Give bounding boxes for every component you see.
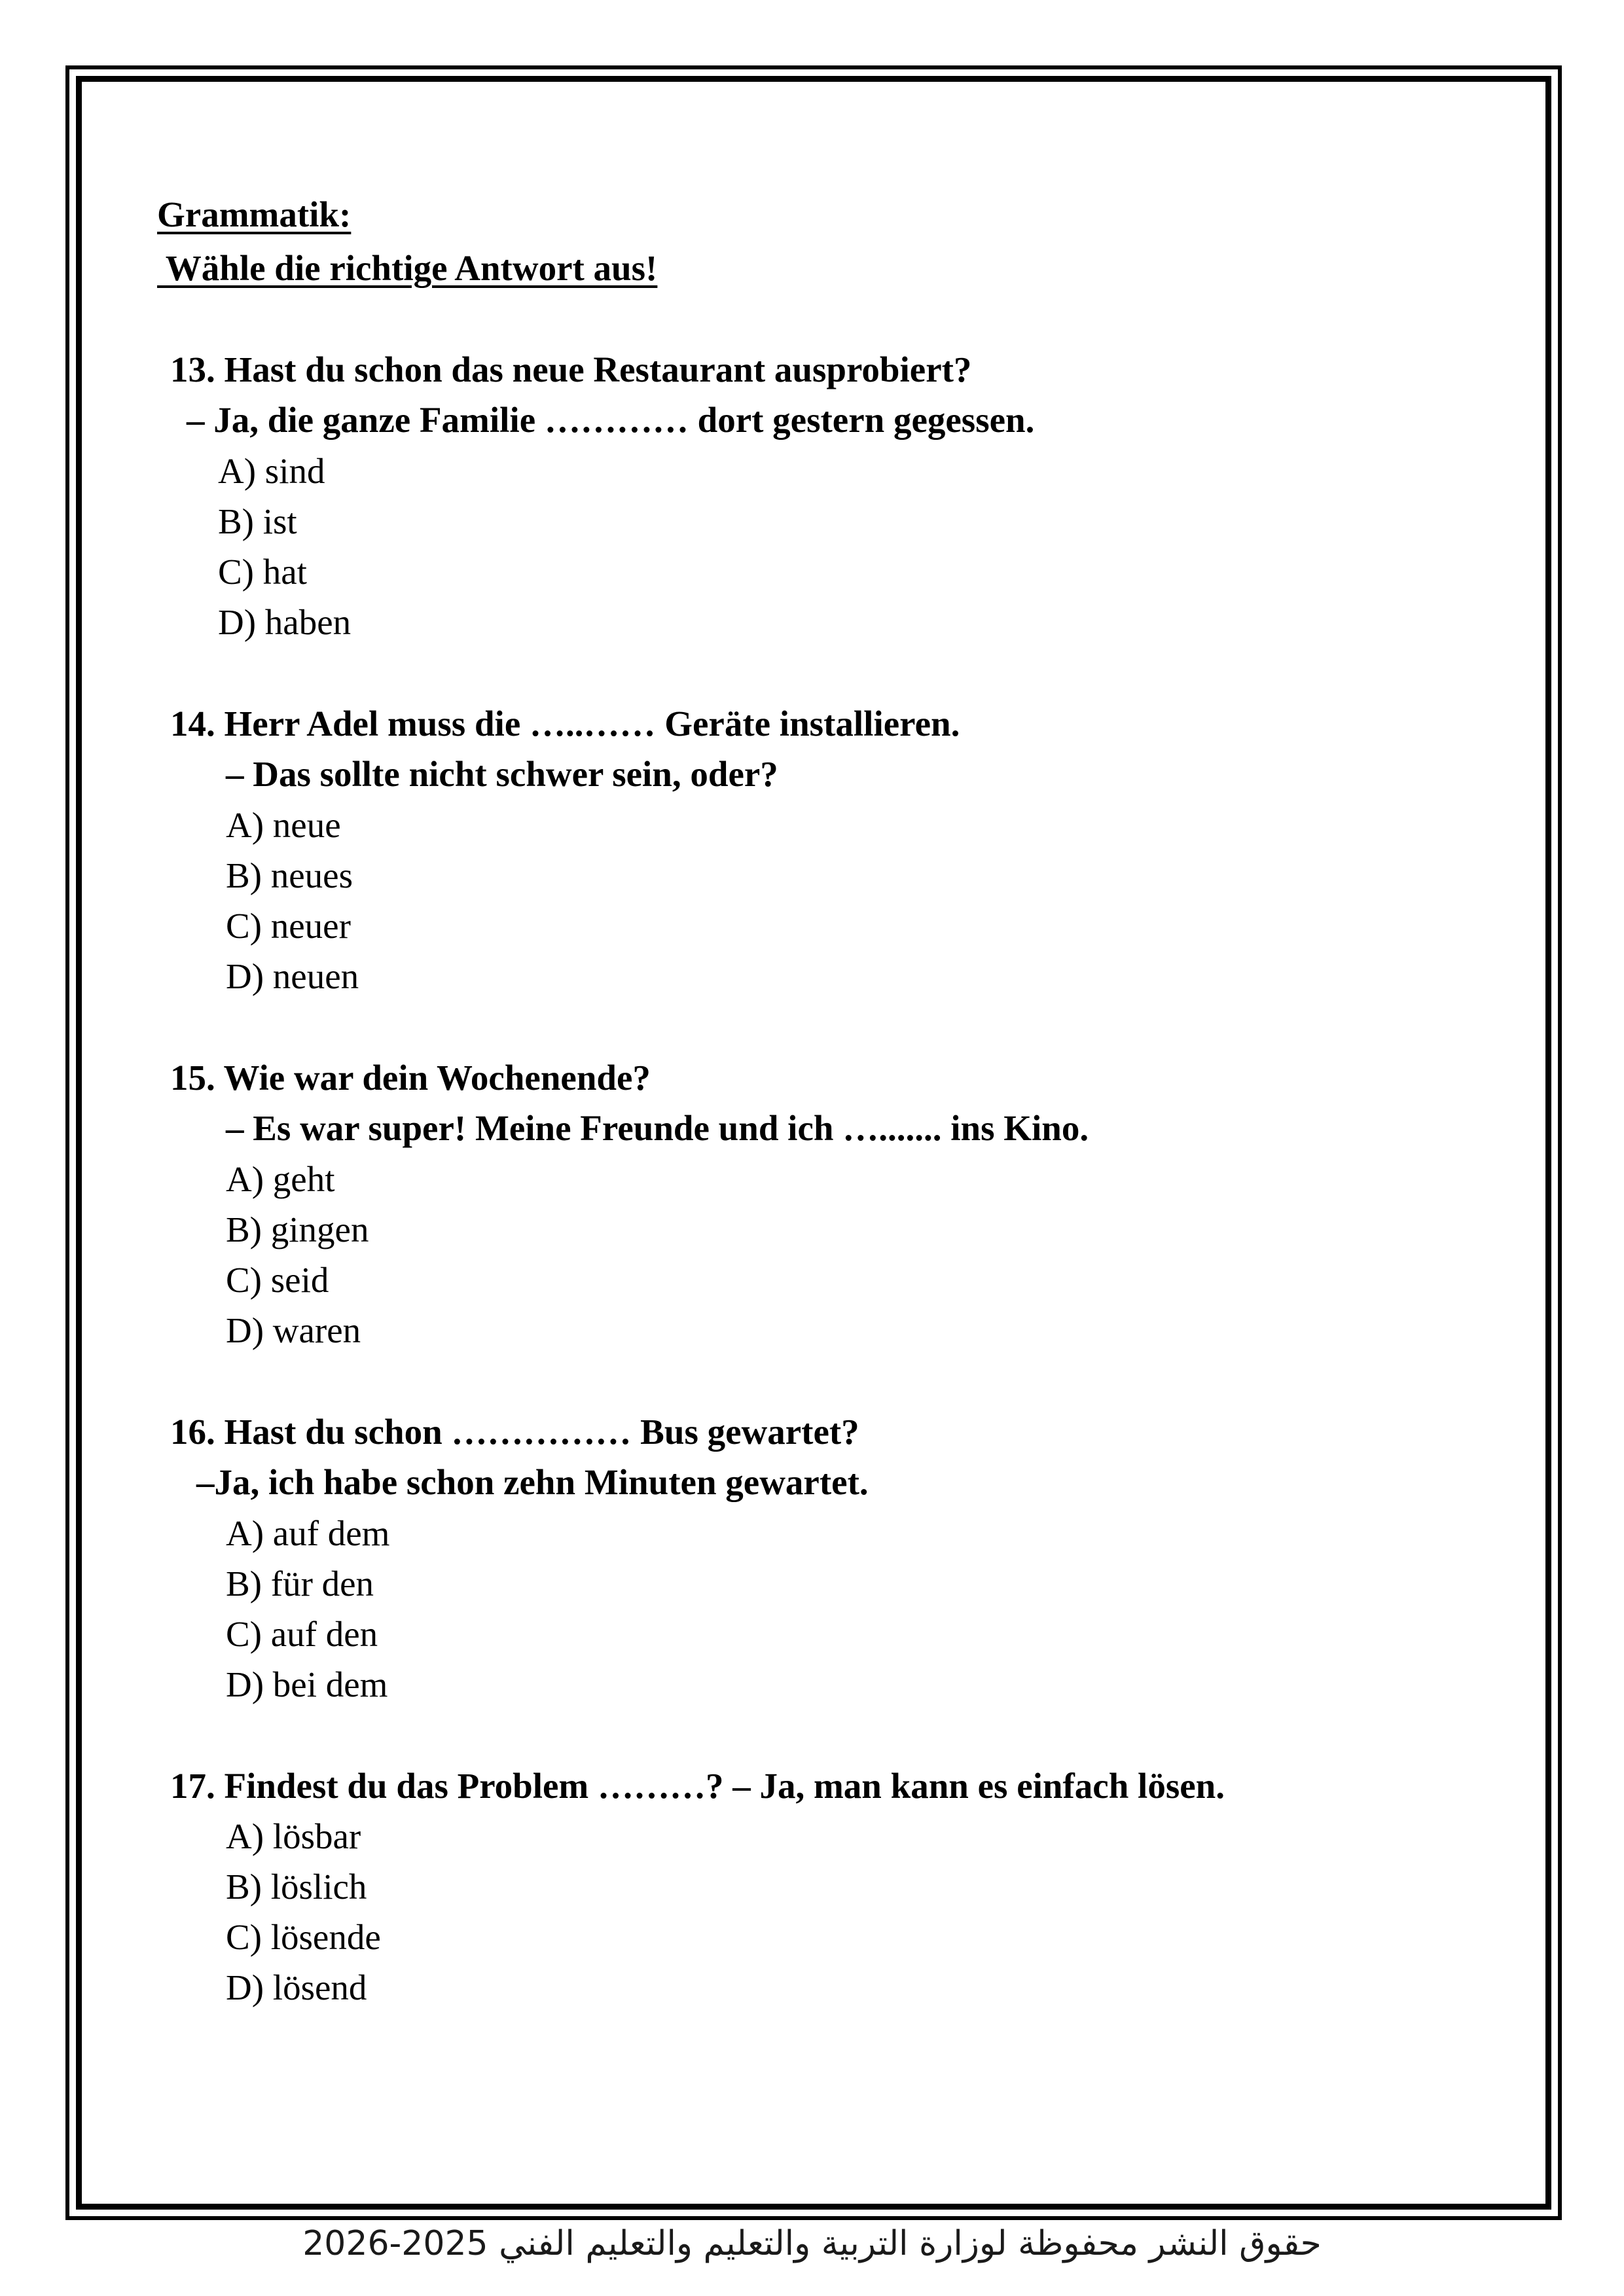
option-b[interactable]: B) löslich <box>226 1867 367 1907</box>
option-d[interactable]: D) waren <box>226 1310 361 1350</box>
option-a[interactable]: A) sind <box>218 451 325 491</box>
option-b[interactable]: B) für den <box>226 1564 374 1604</box>
section-title: Grammatik: <box>157 194 352 234</box>
question-prompt: 16. Hast du schon …………… Bus gewartet? <box>170 1412 859 1452</box>
option-a[interactable]: A) auf dem <box>226 1513 390 1553</box>
option-b[interactable]: B) gingen <box>226 1210 369 1249</box>
option-a[interactable]: A) lösbar <box>226 1816 361 1856</box>
option-c[interactable]: C) hat <box>218 552 307 592</box>
option-a[interactable]: A) geht <box>226 1159 335 1199</box>
option-a[interactable]: A) neue <box>226 805 341 845</box>
option-d[interactable]: D) lösend <box>226 1967 367 2007</box>
option-c[interactable]: C) lösende <box>226 1917 381 1957</box>
question-prompt: 15. Wie war dein Wochenende? <box>170 1058 651 1098</box>
option-d[interactable]: D) neuen <box>226 956 359 996</box>
copyright-footer: حقوق النشر محفوظة لوزارة التربية والتعليم والتعليم الفني 2025-2026 <box>302 2224 1322 2263</box>
option-c[interactable]: C) auf den <box>226 1614 378 1654</box>
question-response: – Das sollte nicht schwer sein, oder? <box>226 754 778 794</box>
question-prompt: 17. Findest du das Problem ………? – Ja, man kann es einfach lösen. <box>170 1766 1225 1806</box>
question-response: – Es war super! Meine Freunde und ich …....... ins Kino. <box>226 1108 1089 1148</box>
option-b[interactable]: B) neues <box>226 855 353 895</box>
option-d[interactable]: D) haben <box>218 602 352 642</box>
option-c[interactable]: C) seid <box>226 1260 329 1300</box>
instruction: Wähle die richtige Antwort aus! <box>157 248 658 288</box>
question-response: – Ja, die ganze Familie ………… dort gestern gegessen. <box>187 400 1035 440</box>
question-prompt: 13. Hast du schon das neue Restaurant ausprobiert? <box>170 350 972 389</box>
option-d[interactable]: D) bei dem <box>226 1664 388 1704</box>
question-response: –Ja, ich habe schon zehn Minuten gewartet. <box>196 1462 869 1502</box>
option-c[interactable]: C) neuer <box>226 906 351 946</box>
option-b[interactable]: B) ist <box>218 501 297 541</box>
question-prompt: 14. Herr Adel muss die …..…… Geräte installieren. <box>170 704 960 744</box>
